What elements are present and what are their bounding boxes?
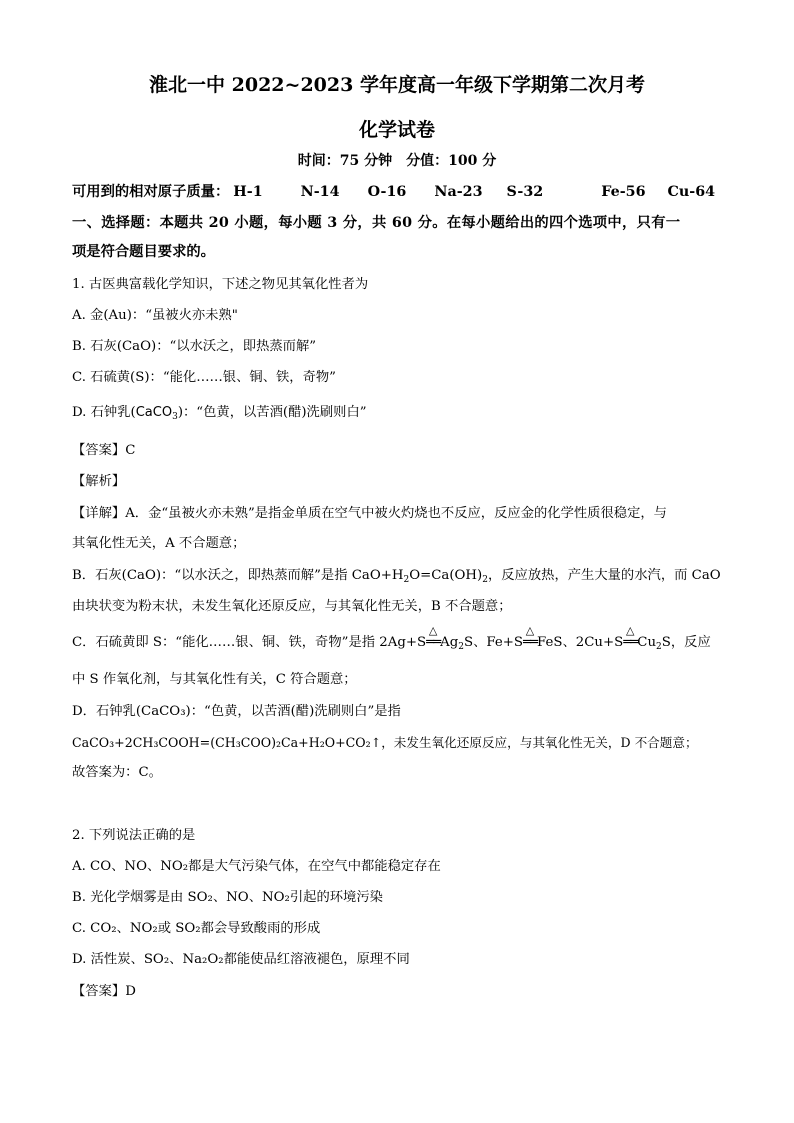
q1-detail-c-line2: 中 S 作氧化剂，与其氧化性有关，C 符合题意；	[72, 672, 357, 687]
q1-answer	[72, 441, 135, 461]
q2-stem: 2. 下列说法正确的是	[72, 828, 196, 843]
q1-option-b: B. 石灰(CaO)：“以水沃之，即热蒸而解”	[72, 339, 317, 354]
q2-option-c: C. CO₂、NO₂或 SO₂都会导致酸雨的形成	[72, 921, 321, 936]
mass-n: N-14	[300, 184, 340, 200]
q1-detail-b-mid: O=Ca(OH)	[409, 568, 483, 583]
q1-option-d	[72, 403, 367, 423]
q1-conclusion: 故答案为：C。	[72, 765, 162, 780]
q1-detail-b-post: ，反应放热，产生大量的水汽，而 CaO	[487, 568, 721, 583]
atomic-mass-line	[72, 182, 715, 202]
mass-o: O-16	[367, 184, 407, 200]
section-heading-line1: 一、选择题：本题共 20 小题，每小题 3 分，共 60 分。在每小题给出的四个选项中，只有一	[72, 215, 681, 231]
delta-equals-1: △ ══	[426, 624, 441, 650]
q2-option-b: B. 光化学烟雾是由 SO₂、NO、NO₂引起的环境污染	[72, 890, 383, 905]
q2-option-a: A. CO、NO、NO₂都是大气污染气体，在空气中都能稳定存在	[72, 859, 441, 874]
mass-fe: Fe-56	[601, 184, 646, 200]
q1-detail-b-line1: B．石灰(CaO)：“以水沃之，即热蒸而解”是指 $CaO+H_2O=Ca(OH)_2$，反应放热，产生大量的水汽，而 CaO	[72, 568, 721, 585]
q1-option-d-post: )：“色黄，以苦酒(醋)洗刷则白”	[177, 405, 367, 420]
q1-option-d-pre: D. 石钟乳(	[72, 405, 136, 420]
q1-detail-a-line1	[72, 504, 667, 524]
mass-na: Na-23	[434, 184, 483, 200]
q1-analysis-tag: 【解析】	[72, 474, 126, 489]
q2-answer-value: D	[125, 984, 136, 999]
exam-title: 淮北一中 2022~2023 学年度高一年级下学期第二次月考	[149, 74, 645, 96]
q1-option-c: C. 石硫黄(S)：“能化……银、铜、铁，奇物”	[72, 370, 336, 385]
q1-option-d-formula: CaCO	[135, 405, 173, 420]
q1-answer-value: C	[125, 443, 136, 458]
mass-cu: Cu-64	[667, 184, 716, 200]
q1-detail-c-line1: C．石硫黄即 S：“能化……银、铜、铁，奇物”是指 2Ag+S △ $══Ag_2S$、Fe+S △ ══FeS、2Cu+S △ $══Cu_2S$，反应	[72, 624, 711, 652]
q1-option-d-sub: 3	[172, 412, 178, 422]
q1-detail-a-line2: 其氧化性无关，A 不合题意；	[72, 536, 246, 551]
mass-h: H-1	[233, 184, 263, 200]
q1-detail-b-pre: B．石灰(CaO)：“以水沃之，即热蒸而解”是指 CaO+H	[72, 568, 404, 583]
q1-detail-d-line2: CaCO₃+2CH₃COOH=(CH₃COO)₂Ca+H₂O+CO₂↑，未发生氧化还原反应，与其氧化性无关，D 不合题意；	[72, 735, 698, 750]
q2-answer	[72, 982, 136, 1002]
answer-tag: 【答案】	[72, 984, 126, 999]
q1-detail-c-r3: Cu	[637, 635, 657, 650]
subject-title: 化学试卷	[358, 119, 435, 141]
q1-detail-c-r2: FeS、2Cu+S	[537, 635, 624, 650]
q1-detail-a-text: A．金“虽被火亦未熟”是指金单质在空气中被火灼烧也不反应，反应金的化学性质很稳定，与	[125, 506, 667, 521]
q1-stem: 1. 古医典富载化学知识，下述之物见其氧化性者为	[72, 277, 369, 292]
delta-equals-2: △ ══	[523, 624, 538, 650]
section-heading-line2: 项是符合题目要求的。	[72, 244, 215, 260]
answer-tag: 【答案】	[72, 443, 126, 458]
q2-option-d: D. 活性炭、SO₂、Na₂O₂都能使品红溶液褪色，原理不同	[72, 952, 410, 967]
delta-equals-3: △ ══	[623, 624, 638, 650]
q1-detail-c-r1b: S、Fe+S	[463, 635, 523, 650]
q1-option-a: A. 金(Au)：“虽被火亦未熟"	[72, 308, 238, 323]
q1-detail-c-r1: Ag	[440, 635, 459, 650]
detail-tag: 【详解】	[72, 506, 126, 521]
q1-detail-c-post: S，反应	[661, 635, 711, 650]
atomic-mass-label: 可用到的相对原子质量：	[72, 184, 230, 200]
q1-detail-c-pre: C．石硫黄即 S：“能化……银、铜、铁，奇物”是指 2Ag+S	[72, 635, 427, 650]
mass-s: S-32	[506, 184, 544, 200]
time-score-info: 时间：75 分钟 分值：100 分	[297, 153, 497, 169]
q1-detail-d-line1: D．石钟乳(CaCO₃)：“色黄，以苦酒(醋)洗刷则白”是指	[72, 704, 401, 719]
q1-detail-b-line2: 由块状变为粉末状，未发生氧化还原反应，与其氧化性无关，B 不合题意；	[72, 599, 512, 614]
